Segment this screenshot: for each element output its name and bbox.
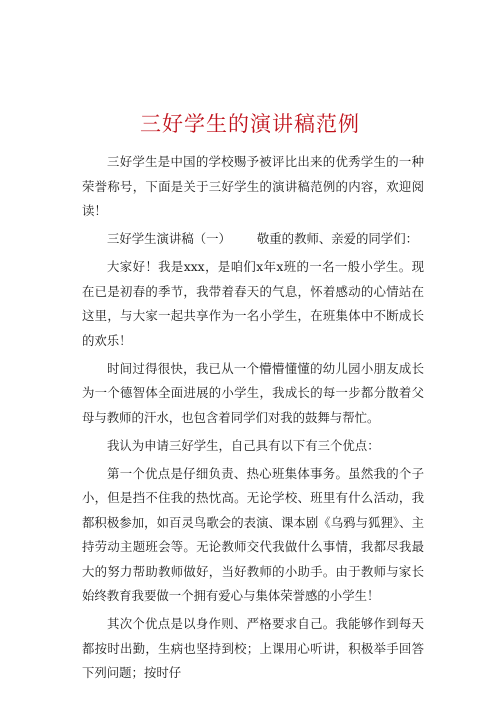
paragraph-merit-one: 第一个优点是仔细负责、热心班集体事务。虽然我的个子小，但是挡不住我的热忱高。无论学校、班里有什么活动，我都积极参加，如百灵鸟歌会的表演、课本剧《乌鸦与狐狸》、主持劳动主题班会等。无论教师交代我做什么事情，我都尽我最大的努力帮助教师做好，当好教师的小助手。由于教师与家长始终教育我要做一个拥有爱心与集体荣誉感的小学生！ [82,465,424,603]
paragraph-greeting: 大家好！我是xxx，是咱们x年x班的一名一般小学生。现在已是初春的季节，我带着春天的气息，怀着感动的心情站在这里，与大家一起共享作为一名小学生，在班集体中不断成长的欢乐！ [82,259,424,348]
paragraph-growth: 时间过得很快，我已从一个懵懵懂懂的幼儿园小朋友成长为一个德智体全面进展的小学生，我成长的每一步都分散着父母与教师的汗水，也包含着同学们对我的鼓舞与帮忙。 [82,360,424,425]
paragraph-intro: 三好学生是中国的学校赐予被评比出来的优秀学生的一种荣誉称号，下面是关于三好学生的演讲稿范例的内容，欢迎阅读！ [82,154,424,218]
speech-heading: 三好学生演讲稿（一） [107,231,231,246]
paragraph-merits-intro: 我认为申请三好学生，自己具有以下有三个优点： [107,437,380,453]
speech-salutation: 敬重的教师、亲爱的同学们： [256,231,418,246]
paragraph-speech-heading [82,227,424,252]
paragraph-merit-two: 其次个优点是以身作则、严格要求自己。我能够作到每天都按时出勤，生病也坚持到校；上课用心听讲，积极举手回答下列问题；按时仔 [82,616,424,680]
document-body [82,150,424,689]
document-title: 三好学生的演讲稿范例 [140,112,360,136]
